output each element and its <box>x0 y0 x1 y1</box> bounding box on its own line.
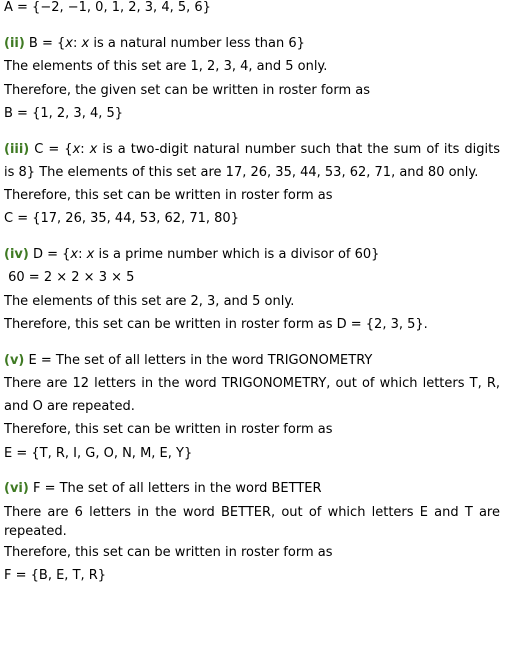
part-iv-factorization: 60 = 2 × 2 × 3 × 5 <box>4 270 135 285</box>
part-iii <box>4 138 500 231</box>
part-iv-var2: x <box>86 246 95 262</box>
part-iii-var2: x <box>89 141 98 157</box>
part-ii-elements: The elements of this set are 1, 2, 3, 4, and 5 only. <box>4 59 328 74</box>
part-v-def-post: E = The set of all letters in the word TRIGONOMETRY <box>24 352 373 368</box>
part-ii-def-pre: B = { <box>24 35 66 51</box>
set-a-result: A = {−2, −1, 0, 1, 2, 3, 4, 5, 6} <box>4 0 211 15</box>
part-iii-label: (iii) <box>4 141 30 157</box>
part-iv-definition <box>4 243 500 267</box>
part-ii-therefore: Therefore, the given set can be written in roster form as <box>4 82 371 98</box>
part-v-explanation: There are 12 letters in the word TRIGONOMETRY, out of which letters T, R, and O are repeated. <box>4 376 500 414</box>
part-vi-label: (vi) <box>4 481 29 496</box>
part-v-label: (v) <box>4 352 25 368</box>
part-iii-def-pre: C = { <box>29 141 73 157</box>
section-gap <box>4 465 500 477</box>
part-iv-def-mid: : <box>78 246 87 262</box>
part-ii-def-mid: : <box>72 35 82 51</box>
part-v-therefore: Therefore, this set can be written in roster form as <box>4 422 333 437</box>
part-ii-var: x <box>65 35 73 51</box>
part-ii-definition <box>4 32 500 56</box>
part-iv-elements: The elements of this set are 2, 3, and 5 only. <box>4 293 295 309</box>
part-iv-therefore: Therefore, this set can be written in roster form as D = {2, 3, 5}. <box>4 317 428 332</box>
part-ii-var2: x <box>81 35 90 51</box>
part-ii-def-post: is a natural number less than 6} <box>89 35 305 51</box>
part-v <box>4 349 500 466</box>
part-iii-def-post: is a two-digit natural number such that the sum of its digits is 8} The elements of this set are 17, 26, 35, 44, 53, 62, 71, and 80 only. <box>4 141 501 180</box>
part-ii-result: B = {1, 2, 3, 4, 5} <box>4 106 124 121</box>
section-gap <box>4 337 500 349</box>
part-ii <box>4 32 500 126</box>
part-vi-therefore: Therefore, this set can be written in roster form as <box>4 544 333 560</box>
part-iii-therefore: Therefore, this set can be written in roster form as <box>4 187 333 203</box>
part-vi-result: F = {B, E, T, R} <box>4 568 107 583</box>
section-gap <box>4 231 500 243</box>
part-iii-result: C = {17, 26, 35, 44, 53, 62, 71, 80} <box>4 211 239 226</box>
part-v-result: E = {T, R, I, G, O, N, M, E, Y} <box>4 445 193 461</box>
part-iii-var: x <box>72 141 81 157</box>
part-vi-definition <box>4 477 500 501</box>
part-iv-var: x <box>70 246 79 262</box>
part-ii-label: (ii) <box>4 35 25 51</box>
part-iv-def-pre: D = { <box>28 246 71 262</box>
part-vi-explanation: There are 6 letters in the word BETTER, out of which letters E and T are repeated. <box>4 504 500 539</box>
part-iii-definition <box>4 138 500 184</box>
part-vi <box>4 477 500 588</box>
part-iv-def-post: is a prime number which is a divisor of 60} <box>94 246 380 262</box>
section-gap <box>4 20 500 32</box>
part-iv-label: (iv) <box>4 246 29 262</box>
part-iii-def-mid: : <box>80 141 90 157</box>
part-iv <box>4 243 500 337</box>
part-vi-def-post: F = The set of all letters in the word BETTER <box>28 481 322 496</box>
section-gap <box>4 126 500 138</box>
part-v-definition <box>4 349 500 373</box>
